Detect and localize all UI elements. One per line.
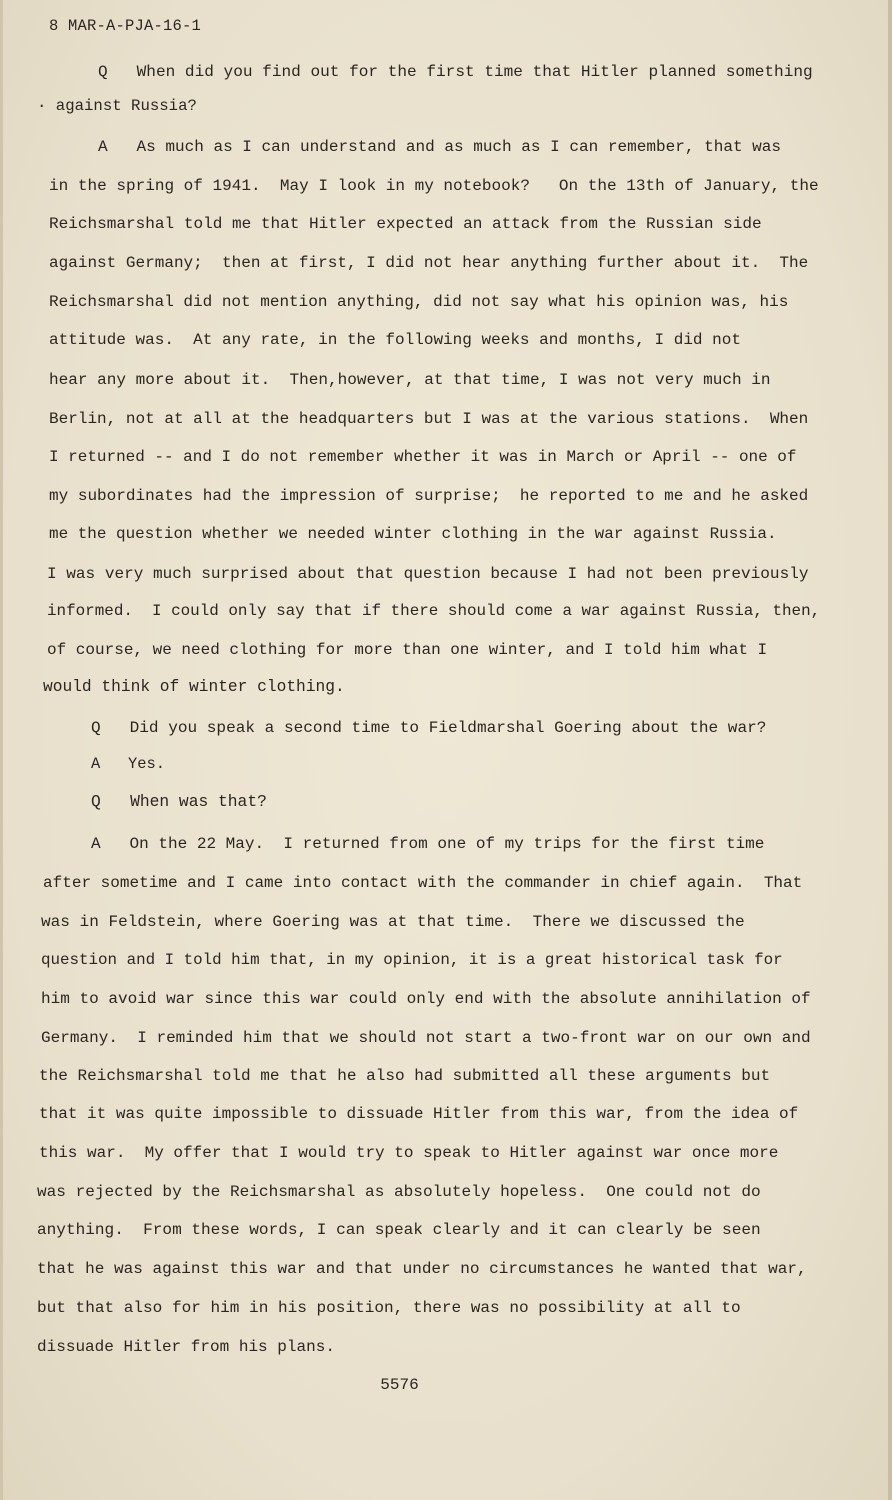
transcript-line: in the spring of 1941. May I look in my notebook? On the 13th of January, the [49,177,819,195]
transcript-line: but that also for him in his position, there was no possibility at all to [37,1299,741,1317]
transcript-line: A On the 22 May. I returned from one of my trips for the first time [91,835,765,853]
page-number: 5576 [380,1376,419,1394]
transcript-line: after sometime and I came into contact with the commander in chief again. That [43,874,803,892]
transcript-line: would think of winter clothing. [43,677,345,696]
transcript-line: I returned -- and I do not remember whether it was in March or April -- one of [49,448,797,466]
transcript-line: · against Russia? [37,97,197,115]
transcript-line: A As much as I can understand and as much as I can remember, that was [98,138,782,156]
transcript-line: attitude was. At any rate, in the following weeks and months, I did not [49,331,741,349]
transcript-line: Germany. I reminded him that we should not start a two-front war on our own and [41,1029,811,1047]
transcript-line: this war. My offer that I would try to speak to Hitler against war once more [39,1144,779,1162]
transcript-line: question and I told him that, in my opinion, it is a great historical task for [41,951,783,969]
transcript-line: of course, we need clothing for more than one winter, and I told him what I [47,641,768,659]
page-number-footer [3,1376,888,1394]
transcript-line: informed. I could only say that if there should come a war against Russia, then, [47,602,821,620]
transcript-line: was rejected by the Reichsmarshal as absolutely hopeless. One could not do [37,1183,761,1201]
transcript-line: Reichsmarshal did not mention anything, did not say what his opinion was, his [49,293,789,311]
transcript-line: the Reichsmarshal told me that he also had submitted all these arguments but [39,1067,771,1085]
transcript-line: him to avoid war since this war could only end with the absolute annihilation of [41,990,811,1008]
transcript-line: Q When was that? [91,792,267,811]
transcript-line: against Germany; then at first, I did not hear anything further about it. The [49,254,809,272]
transcript-line: Q When did you find out for the first time that Hitler planned something [98,63,813,81]
transcript-line: Berlin, not at all at the headquarters but I was at the various stations. When [49,410,809,428]
transcript-line: that he was against this war and that under no circumstances he wanted that war, [37,1260,807,1278]
transcript-line: anything. From these words, I can speak clearly and it can clearly be seen [37,1221,761,1239]
document-header-code: 8 MAR-A-PJA-16-1 [49,17,202,35]
transcript-line: I was very much surprised about that question because I had not been previously [47,565,809,583]
transcript-line: dissuade Hitler from his plans. [37,1338,335,1356]
transcript-line: that it was quite impossible to dissuade Hitler from this war, from the idea of [39,1105,799,1123]
transcript-line: Reichsmarshal told me that Hitler expected an attack from the Russian side [49,215,762,233]
transcript-line: Q Did you speak a second time to Fieldmarshal Goering about the war? [91,719,767,737]
transcript-line: hear any more about it. Then,however, at that time, I was not very much in [49,371,771,389]
transcript-line: my subordinates had the impression of surprise; he reported to me and he asked [49,487,809,505]
transcript-line: was in Feldstein, where Goering was at that time. There we discussed the [41,913,745,931]
transcript-line: me the question whether we needed winter clothing in the war against Russia. [49,525,777,543]
transcript-line: A Yes. [91,755,165,773]
